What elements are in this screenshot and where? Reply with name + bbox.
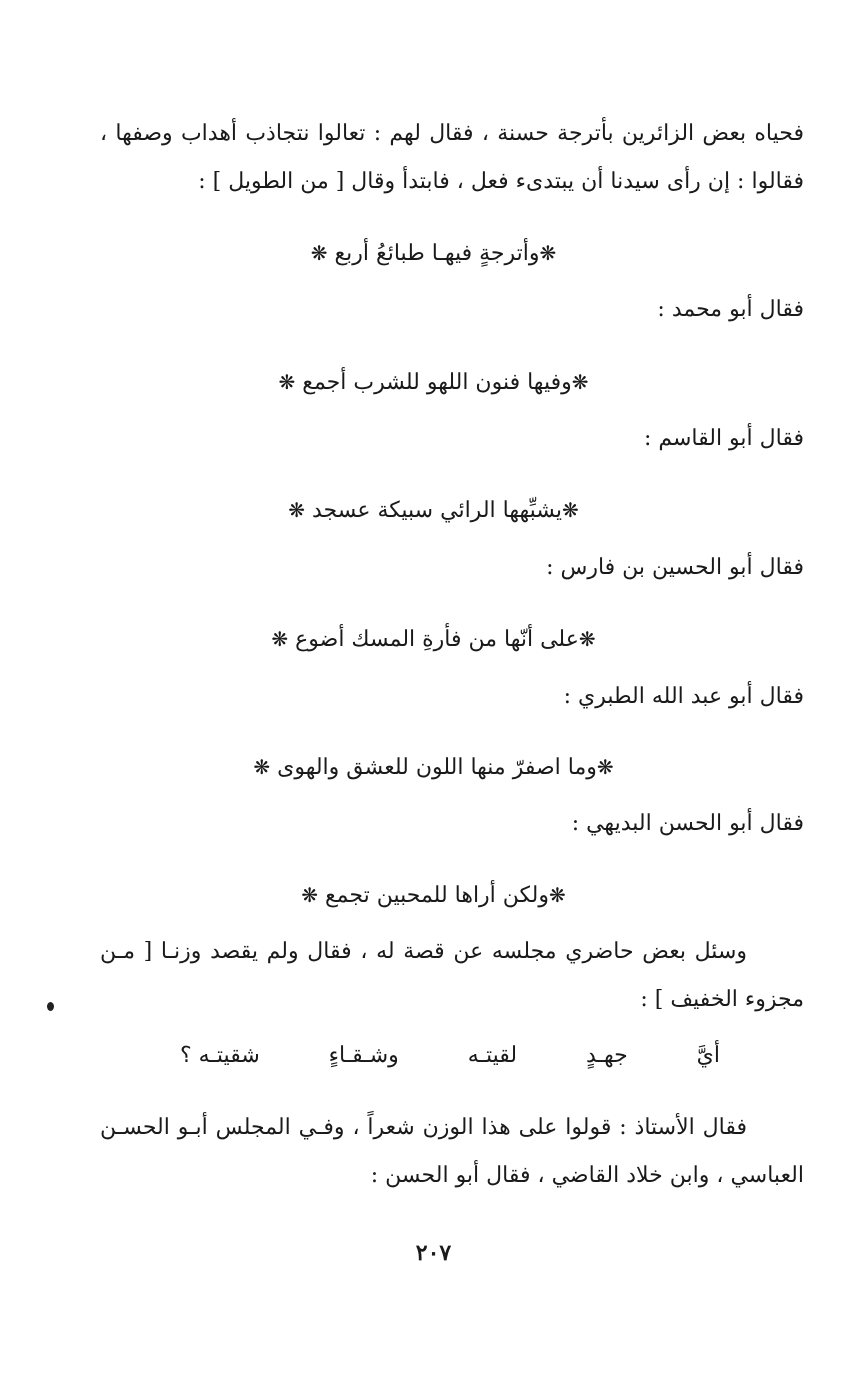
verse-line-6 bbox=[0, 879, 867, 912]
speaker-3: فقال أبو الحسين بن فارس : bbox=[546, 555, 804, 580]
ornament-icon: ❋ bbox=[596, 755, 614, 779]
ornament-icon: ❋ bbox=[562, 498, 579, 522]
ornament-icon: ❋ bbox=[539, 241, 557, 265]
ornament-icon: ❋ bbox=[301, 883, 318, 907]
ornament-icon: ❋ bbox=[271, 627, 289, 651]
hemistich-6: ولكن أراها للمحبين تجمع bbox=[324, 883, 550, 908]
hemistich-5: وما اصفرّ منها اللون للعشق والهوى bbox=[277, 755, 597, 780]
ornament-icon: ❋ bbox=[549, 883, 566, 907]
ornament-icon: ❋ bbox=[571, 370, 589, 394]
verse-word: جهـدٍ bbox=[586, 1043, 628, 1068]
verse-line-4 bbox=[0, 623, 867, 656]
verse-word: شقيتـه ؟ bbox=[180, 1043, 260, 1068]
ornament-icon: ❋ bbox=[278, 370, 296, 394]
page-number: ٢٠٧ bbox=[415, 1240, 452, 1266]
verse-line-2 bbox=[0, 366, 867, 399]
verse-word: لقيتـه bbox=[467, 1043, 518, 1068]
paragraph-3-line-2: العباسي ، وابن خلاد القاضي ، فقال أبو الحسن : bbox=[370, 1163, 804, 1188]
intro-line-1: فحياه بعض الزائرين بأترجة حسنة ، فقال لهم : تعالوا نتجاذب أهداب وصفها ، bbox=[100, 121, 804, 146]
verse-line-1 bbox=[0, 237, 867, 270]
verse-line-3 bbox=[0, 494, 867, 527]
hemistich-2: وفيها فنون اللهو للشرب أجمع bbox=[302, 370, 572, 395]
ornament-icon: ❋ bbox=[310, 241, 328, 265]
intro-line-2: فقالوا : إن رأى سيدنا أن يبتدىء فعل ، فابتدأ وقال [ من الطويل ] : bbox=[198, 169, 804, 194]
paragraph-3-line-1: فقال الأستاذ : قولوا على هذا الوزن شعراً ، وفـي المجلس أبـو الحسـن bbox=[100, 1115, 747, 1140]
hemistich-3: يشبِّهها الرائي سبيكة عسجد bbox=[311, 498, 563, 523]
verse-line-5 bbox=[0, 751, 867, 784]
hemistich-1: وأترجةٍ فيهـا طبائعُ أربع bbox=[334, 241, 540, 266]
ornament-icon: ❋ bbox=[578, 627, 596, 651]
speaker-1: فقال أبو محمد : bbox=[657, 297, 804, 322]
verse-word: أيَّ bbox=[696, 1043, 720, 1068]
speaker-4: فقال أبو عبد الله الطبري : bbox=[563, 684, 804, 709]
ornament-icon: ❋ bbox=[288, 498, 305, 522]
paragraph-2-line-2: مجزوء الخفيف ] : bbox=[640, 987, 804, 1012]
verse-words-row bbox=[180, 1040, 720, 1072]
paragraph-2-line-1: وسئل بعض حاضري مجلسه عن قصة له ، فقال ولم يقصد وزنـا [ مـن bbox=[100, 939, 748, 964]
verse-word: وشـقـاءٍ bbox=[328, 1043, 399, 1068]
speaker-2: فقال أبو القاسم : bbox=[643, 426, 804, 451]
hemistich-4: على أنّها من فأرةِ المسك أضوع bbox=[295, 627, 579, 652]
ornament-icon: ❋ bbox=[253, 755, 271, 779]
ink-speck bbox=[47, 1002, 54, 1011]
speaker-5: فقال أبو الحسن البديهي : bbox=[571, 811, 804, 836]
